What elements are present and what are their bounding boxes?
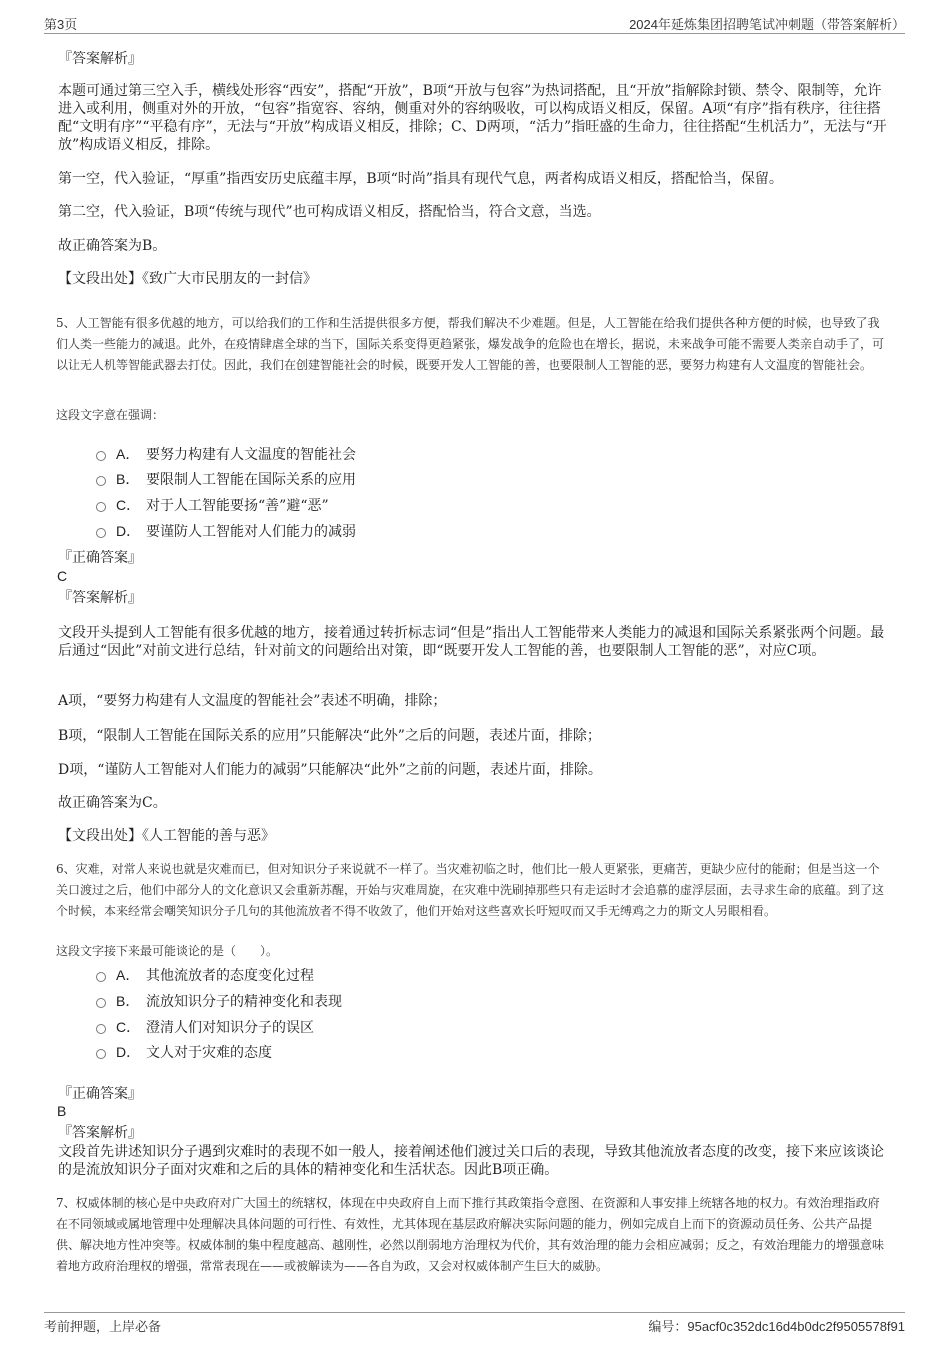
- radio-icon[interactable]: [96, 1049, 106, 1059]
- analysis-paragraph: B项，“限制人工智能在国际关系的应用”只能解决“此外”之后的问题，表述片面，排除；: [58, 728, 601, 744]
- analysis-label: 『答案解析』: [58, 51, 142, 67]
- footer-divider: [44, 1312, 905, 1313]
- question-stem: 5、人工智能有很多优越的地方，可以给我们的工作和生活提供很多方便，帮我们解决不少难题。但是，人工智能在给我们提供各种方便的时候，也导致了我们人类一些能力的减退。此外，在疫情肆虐全球的当下，国际关系变得更趋紧张，爆发战争的危险也在增长，据说，未来战争可能不需要人类亲自动手了，可以让无人机等智能武器去打仗。因此，我们在创建智能社会的时候，既要开发人工智能的善，也要限制人工智能的恶，要努力构建有人文温度的智能社会。: [56, 316, 885, 372]
- correct-answer-label: 『正确答案』: [58, 1086, 142, 1102]
- question-stem: 7、权威体制的核心是中央政府对广大国土的统辖权，体现在中央政府自上而下推行其政策指令意图、在资源和人事安排上统辖各地的权力。有效治理指政府在不同领域或属地管理中处理解决具体问题的可行性、有效性，尤其体现在基层政府解决实际问题的能力，例如完成自上而下的资源动员任务、公共产品提供、解决地方性冲突等。权威体制的集中程度越高、越刚性，必然以削弱地方治理权为代价，其有效治理的能力会相应减弱；反之，有效治理能力的增强意味着地方政府治理权的增强，常常表现在——或被解读为——各自为政，又会对权威体制产生巨大的威胁。: [56, 1196, 885, 1273]
- radio-icon[interactable]: [96, 972, 106, 982]
- radio-icon[interactable]: [96, 998, 106, 1008]
- analysis-paragraph: 本题可通过第三空入手，横线处形容“西安”，搭配“开放”，B项“开放与包容”为热词搭配，且“开放”指解除封锁、禁令、限制等，允许进入或利用，侧重对外的开放，“包容”指宽容、容纳，侧重对外的容纳吸收，可以构成语义相反，保留。A项“有序”指有秩序，往往搭配“文明有序”“平稳有序”，无法与“开放”构成语义相反，排除；C、D两项，“活力”指旺盛的生命力，往往搭配“生机活力”，无法与“开放”构成语义相反，排除。: [58, 83, 887, 153]
- radio-icon[interactable]: [96, 451, 106, 461]
- radio-icon[interactable]: [96, 502, 106, 512]
- option-b[interactable]: B． 流放知识分子的精神变化和表现: [96, 991, 342, 1011]
- footer-slogan: 考前押题，上岸必备: [44, 1319, 162, 1334]
- source-citation: 【文段出处】《人工智能的善与恶》: [58, 828, 275, 844]
- header-divider: [44, 33, 905, 34]
- analysis-label: 『答案解析』: [58, 590, 142, 606]
- source-citation: 【文段出处】《致广大市民朋友的一封信》: [58, 271, 317, 287]
- correct-answer: C: [57, 568, 68, 584]
- question-prompt: 这段文字意在强调：: [56, 408, 165, 422]
- analysis-paragraph: 文段首先讲述知识分子遇到灾难时的表现不如一般人，接着阐述他们渡过关口后的表现，导致其他流放者态度的改变，接下来应该谈论的是流放知识分子面对灾难和之后的具体的精神变化和生活状态。因此B项正确。: [58, 1144, 884, 1178]
- correct-answer-label: 『正确答案』: [58, 550, 142, 566]
- analysis-paragraph: 第一空，代入验证，“厚重”指西安历史底蕴丰厚，B项“时尚”指具有现代气息，两者构成语义相反，搭配恰当，保留。: [58, 171, 783, 187]
- option-c[interactable]: C． 对于人工智能要扬“善”避“恶”: [96, 495, 329, 515]
- option-d[interactable]: D． 要谨防人工智能对人们能力的减弱: [96, 521, 356, 541]
- radio-icon[interactable]: [96, 1024, 106, 1034]
- analysis-paragraph: D项，“谨防人工智能对人们能力的减弱”只能解决“此外”之前的问题，表述片面，排除。: [58, 762, 602, 778]
- page-number: 第3页: [44, 17, 78, 32]
- option-d[interactable]: D． 文人对于灾难的态度: [96, 1042, 272, 1062]
- document-id-value: 95acf0c352dc16d4b0dc2f9505578f91: [687, 1319, 905, 1334]
- question-stem: 6、灾难，对常人来说也就是灾难而已，但对知识分子来说就不一样了。当灾难初临之时，他们比一般人更紧张，更痛苦，更缺少应付的能耐；但是当这一个关口渡过之后，他们中部分人的文化意识又会重新苏醒，开始与灾难周旋，在灾难中洗刷掉那些只有走运时才会追慕的虚浮层面，去寻求生命的底蕴。到了这个时候，本来经常会嘲笑知识分子几句的其他流放者不得不收敛了，他们开始对这些喜欢长吁短叹而又手无缚鸡之力的斯文人另眼相看。: [56, 862, 885, 918]
- correct-answer: B: [57, 1103, 67, 1119]
- question-prompt: 这段文字接下来最可能谈论的是（ ）。: [56, 944, 279, 958]
- analysis-paragraph: A项，“要努力构建有人文温度的智能社会”表述不明确，排除；: [58, 693, 447, 709]
- radio-icon[interactable]: [96, 476, 106, 486]
- option-a[interactable]: A． 其他流放者的态度变化过程: [96, 965, 314, 985]
- analysis-conclusion: 故正确答案为C。: [58, 795, 167, 811]
- document-title: 2024年延炼集团招聘笔试冲刺题（带答案解析）: [629, 17, 905, 32]
- document-id-label: 编号：: [648, 1319, 688, 1334]
- document-id: [648, 1316, 905, 1335]
- analysis-conclusion: 故正确答案为B。: [58, 238, 167, 254]
- analysis-paragraph: 第二空，代入验证，B项“传统与现代”也可构成语义相反，搭配恰当，符合文意，当选。: [58, 204, 601, 220]
- analysis-label: 『答案解析』: [58, 1125, 142, 1141]
- option-a[interactable]: A． 要努力构建有人文温度的智能社会: [96, 444, 356, 464]
- option-b[interactable]: B． 要限制人工智能在国际关系的应用: [96, 469, 356, 489]
- analysis-paragraph: 文段开头提到人工智能有很多优越的地方，接着通过转折标志词“但是”指出人工智能带来人类能力的减退和国际关系紧张两个问题。最后通过“因此”对前文进行总结，针对前文的问题给出对策，即“既要开发人工智能的善，也要限制人工智能的恶”，对应C项。: [58, 625, 885, 659]
- radio-icon[interactable]: [96, 528, 106, 538]
- option-c[interactable]: C． 澄清人们对知识分子的误区: [96, 1017, 314, 1037]
